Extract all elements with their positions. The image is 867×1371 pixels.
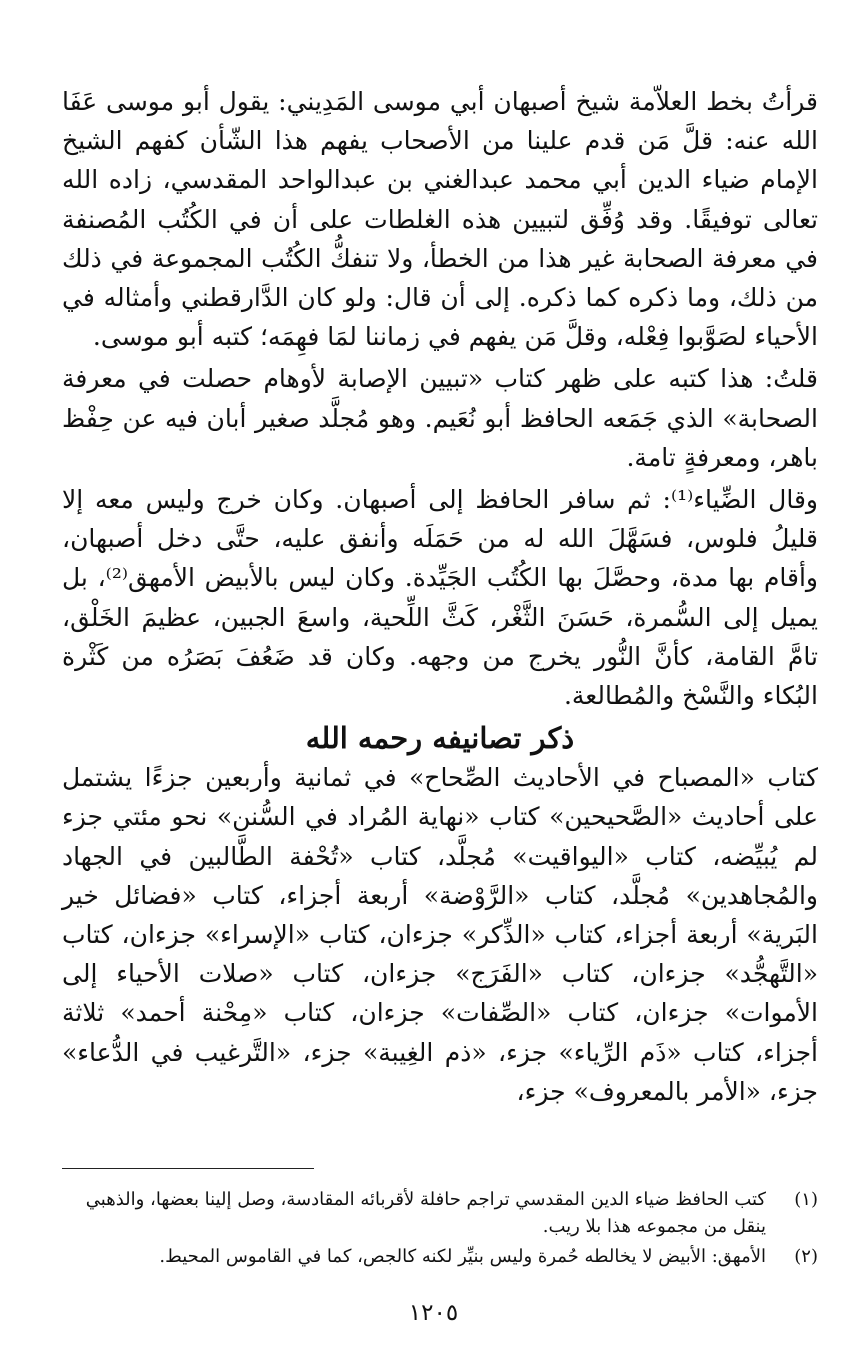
paragraph-3: وقال الضِّياء⁽¹⁾: ثم سافر الحافظ إلى أصبهان. وكان خرج وليس معه إلا قليلُ فلوس، فسَهَّلَ الله له من حَمَلَه وأنفق عليه، حتَّى دخل أصبهان، وأقام بها مدة، وحصَّلَ بها الكُتُب الجَيِّدة. وكان ليس بالأبيض الأمهق⁽²⁾، بل يميل إلى السُّمرة، حَسَنَ الثَّغْر، كَثَّ اللِّحية، واسعَ الجبين، عظيمَ الخَلْق، تامَّ القامة، كأنَّ النُّور يخرج من وجهه. وكان قد ضَعُفَ بَصَرُه من كَثْرة البُكاء والنَّسْخ والمُطالعة. — [62, 485, 819, 711]
footnote-number: (٢) — [794, 1246, 818, 1267]
footnote-number: (١) — [794, 1189, 818, 1210]
page-number: ١٢٠٥ — [408, 1300, 459, 1326]
footnote-text: كتب الحافظ ضياء الدين المقدسي تراجم حافلة لأقربائه المقادسة، وصل إلينا بعضها، والذهبي ينقل من مجموعه هذا بلا ريب. — [85, 1189, 766, 1237]
footnote — [62, 1243, 818, 1270]
paragraph-2: قلتُ: هذا كتبه على ظهر كتاب «تبيين الإصابة لأوهام حصلت في معرفة الصحابة» الذي جَمَعه الحافظ أبو نُعَيم. وهو مُجلَّد صغير أبان فيه عن حِفْظ باهر، ومعرفةٍ تامة. — [62, 364, 818, 472]
main-text — [62, 82, 818, 1111]
paragraph-4: كتاب «المصباح في الأحاديث الصِّحاح» في ثمانية وأربعين جزءًا يشتمل على أحاديث «الصَّحيحين» كتاب «نهاية المُراد في السُّنن» نحو مئتي جزء لم يُبيِّضه، كتاب «اليواقيت» مُجلَّد، كتاب «تُحْفة الطَّالبين في الجهاد والمُجاهدين» مُجلَّد، كتاب «الرَّوْضة» أربعة أجزاء، كتاب «فضائل خير البَرية» أربعة أجزاء، كتاب «الذِّكر» جزءان، كتاب «الإسراء» جزءان، كتاب «التَّهجُّد» جزءان، كتاب «الفَرَج» جزءان، كتاب «صلات الأحياء إلى الأموات» جزءان، كتاب «الصِّفات» جزءان، كتاب «مِحْنة أحمد» ثلاثة أجزاء، كتاب «ذَم الرِّياء» جزء، «ذم الغِيبة» جزء، «التَّرغيب في الدُّعاء» جزء، «الأمر بالمعروف» جزء، — [62, 763, 818, 1106]
paragraph-1: قرأتُ بخط العلاّمة شيخ أصبهان أبي موسى المَدِيني: يقول أبو موسى عَفَا الله عنه: قلَّ مَن قدم علينا من الأصحاب يفهم هذا الشّأن كفهم الشيخ الإمام ضياء الدين أبي محمد عبدالغني بن عبدالواحد المقدسي، زاده الله تعالى توفيقًا. وقد وُفِّق لتبيين هذه الغلطات على أن في الكُتُب المُصنفة في معرفة الصحابة غير هذا من الخطأ، ولا تنفكُّ الكُتُب المجموعة في ذلك من ذلك، وما ذكره كما ذكره. إلى أن قال: ولو كان الدَّارقطني وأمثاله في الأحياء لصَوَّبوا فِعْله، وقلَّ مَن يفهم في زماننا لمَا فهِمَه؛ كتبه أبو موسى. — [62, 87, 818, 352]
footnote-divider — [62, 1168, 314, 1169]
footnote-text: الأمهق: الأبيض لا يخالطه حُمرة وليس بنيِّر لكنه كالجص، كما في القاموس المحيط. — [159, 1246, 766, 1267]
section-heading: ذكر تصانيفه رحمه الله — [305, 721, 575, 756]
footnotes — [62, 1186, 818, 1273]
footnote — [62, 1186, 818, 1240]
